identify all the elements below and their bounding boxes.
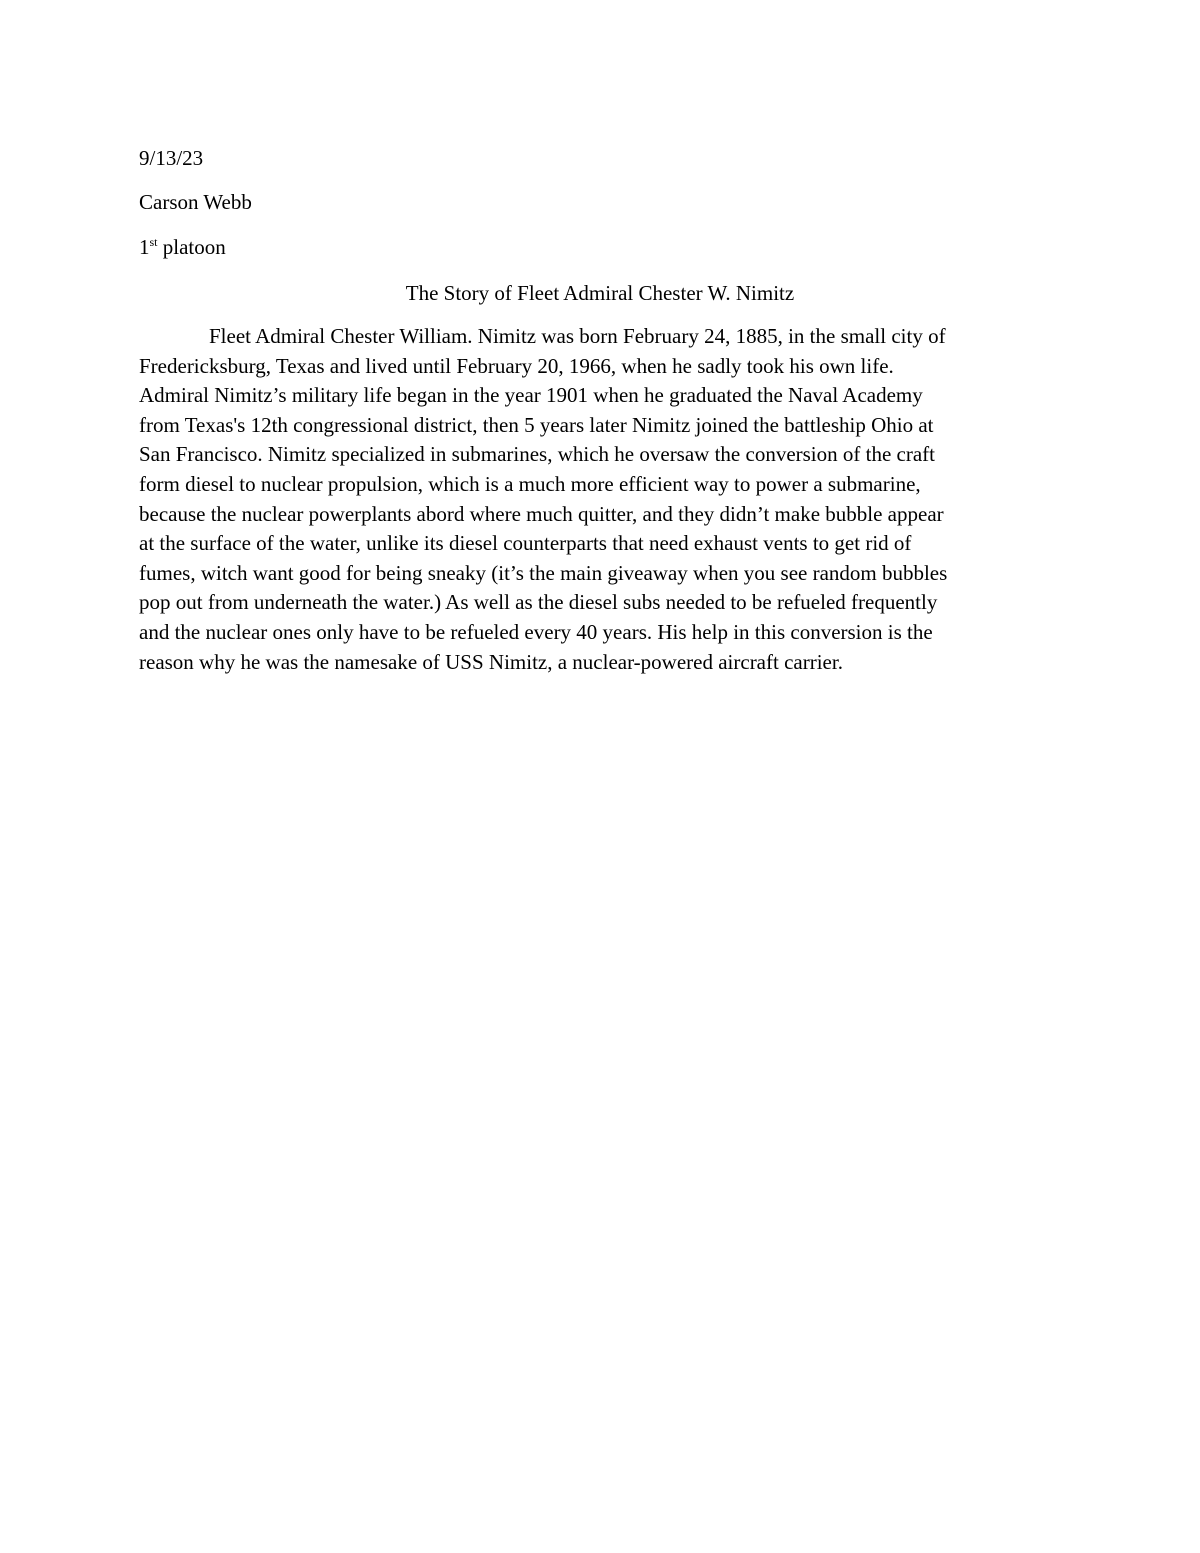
body-line: from Texas's 12th congressional district, then 5 years later Nimitz joined the battleship Ohio at: [139, 412, 934, 437]
platoon-word: platoon: [157, 235, 226, 259]
body-line: because the nuclear powerplants abord where much quitter, and they didn’t make bubble appear: [139, 501, 944, 526]
body-line: Fredericksburg, Texas and lived until February 20, 1966, when he sadly took his own life.: [139, 353, 894, 378]
body-line: form diesel to nuclear propulsion, which is a much more efficient way to power a submarine,: [139, 471, 921, 496]
body-line: pop out from underneath the water.) As well as the diesel subs needed to be refueled frequently: [139, 590, 938, 615]
body-line: at the surface of the water, unlike its diesel counterparts that need exhaust vents to get rid of: [139, 531, 912, 556]
date-line: 9/13/23: [139, 146, 204, 170]
body-line: Admiral Nimitz’s military life began in the year 1901 when he graduated the Naval Academy: [139, 383, 923, 408]
body-line: fumes, witch want good for being sneaky (it’s the main giveaway when you see random bubbles: [139, 560, 948, 585]
body-line: Fleet Admiral Chester William. Nimitz was born February 24, 1885, in the small city of: [209, 324, 946, 348]
body-line: reason why he was the namesake of USS Nimitz, a nuclear-powered aircraft carrier.: [139, 649, 843, 674]
author-name: Carson Webb: [139, 190, 252, 214]
body-line: San Francisco. Nimitz specialized in submarines, which he oversaw the conversion of the craft: [139, 442, 936, 467]
body-line: and the nuclear ones only have to be refueled every 40 years. His help in this conversion is the: [139, 619, 933, 644]
platoon-ordinal-suffix: st: [149, 235, 158, 249]
platoon-line: [139, 235, 226, 262]
platoon-number: 1: [139, 235, 150, 259]
essay-title: The Story of Fleet Admiral Chester W. Nimitz: [405, 281, 795, 305]
essay-body: [139, 322, 1061, 677]
